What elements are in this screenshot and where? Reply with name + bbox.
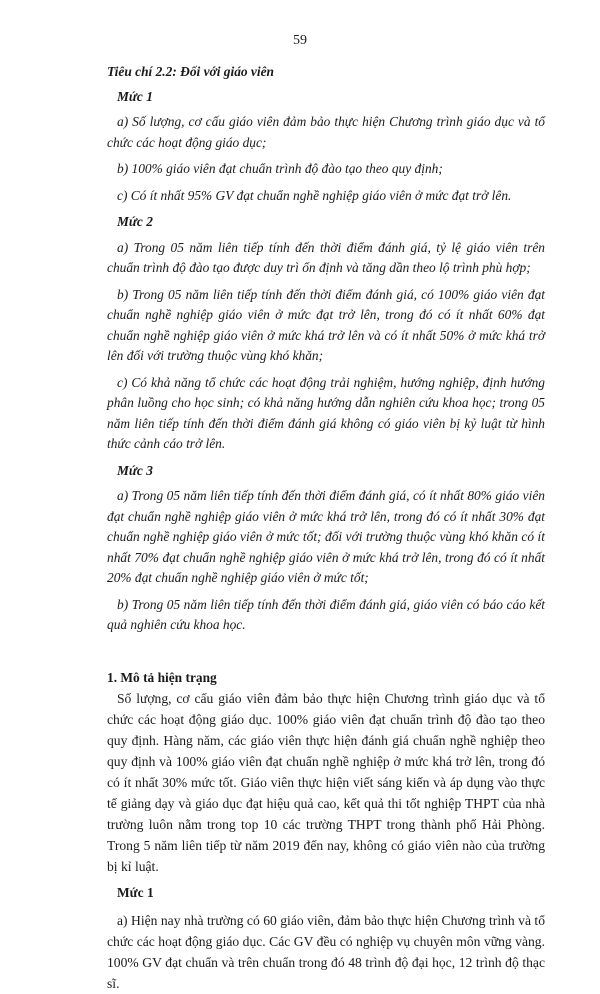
criterion-level-1-item-a: a) Số lượng, cơ cấu giáo viên đảm bảo thực hiện Chương trình giáo dục và tổ chức các hoạt động giáo dục; — [107, 114, 545, 150]
criterion-level-2-item-c: c) Có khả năng tổ chức các hoạt động trải nghiệm, hướng nghiệp, định hướng phân luồng cho học sinh; có khả năng hướng dẫn nghiên cứu khoa học; trong 05 năm liên tiếp tính đến thời điểm đánh giá không có giáo viên bị kỷ luật từ hình thức cảnh cáo trở lên. — [107, 374, 545, 451]
page-number: 59 — [293, 33, 307, 48]
criterion-level-1-item-c: c) Có ít nhất 95% GV đạt chuẩn nghề nghiệp giáo viên ở mức đạt trở lên. — [117, 187, 512, 203]
section-level-1-text: a) Hiện nay nhà trường có 60 giáo viên, đảm bảo thực hiện Chương trình và tổ chức các hoạt động giáo dục. Các GV đều có nghiệp vụ chuyên môn vững vàng. 100% GV đạt chuẩn và trên chuẩn trong đó 48 trình độ đại học, 12 trình độ thạc sĩ. — [107, 912, 545, 991]
criterion-level-3-label: Mức 3 — [117, 462, 153, 478]
section-title: 1. Mô tả hiện trạng — [107, 669, 217, 685]
section-level-1-label: Mức 1 — [117, 885, 154, 900]
criterion-level-1-label: Mức 1 — [117, 88, 153, 104]
page-content — [107, 62, 545, 994]
criterion-level-3-item-a: a) Trong 05 năm liên tiếp tính đến thời điểm đánh giá, có ít nhất 80% giáo viên đạt chuẩn nghề nghiệp giáo viên ở mức khá trở lên, trong đó có ít nhất 30% đạt chuẩn nghề nghiệp giáo viên ở mức tốt; đối với trường thuộc vùng khó khăn có ít nhất 70% đạt chuẩn nghề nghiệp giáo viên ở mức khá trở lên, trong đó có ít nhất 20% đạt chuẩn nghề nghiệp giáo viên ở mức tốt; — [107, 488, 545, 585]
criterion-level-3-item-b: b) Trong 05 năm liên tiếp tính đến thời điểm đánh giá, giáo viên có báo cáo kết quả nghiên cứu khoa học. — [107, 596, 545, 632]
criterion-level-2-item-b: b) Trong 05 năm liên tiếp tính đến thời điểm đánh giá, có 100% giáo viên đạt chuẩn nghề nghiệp giáo viên ở mức đạt trở lên, trong đó có ít nhất 60% đạt chuẩn nghề nghiệp giáo viên ở mức khá trở lên và có ít nhất 50% ở mức khá trở lên đối với trường thuộc vùng khó khăn; — [107, 286, 545, 363]
criterion-level-1-item-b: b) 100% giáo viên đạt chuẩn trình độ đào tạo theo quy định; — [117, 161, 443, 176]
criterion-level-2-label: Mức 2 — [117, 214, 153, 229]
current-status-section — [107, 668, 545, 994]
criterion-title: Tiêu chí 2.2: Đối với giáo viên — [107, 64, 274, 79]
section-description: Số lượng, cơ cấu giáo viên đảm bảo thực hiện Chương trình giáo dục và tổ chức các hoạt động giáo dục. 100% giáo viên đạt chuẩn trình độ đào tạo theo quy định. Hàng năm, các giáo viên thực hiện đánh giá chuẩn nghề nghiệp theo quy định và 100% giáo viên đạt chuẩn nghề nghiệp ở mức khá trở lên, trong đó có ít nhất 30% mức tốt. Giáo viên thực hiện viết sáng kiến và áp dụng vào thực tế giảng dạy và giáo dục đạt hiệu quả cao, kết quả thi tốt nghiệp THPT của nhà trường luôn nằm trong top 10 các trường THPT trong thành phố Hải Phòng. Trong 5 năm liên tiếp từ năm 2019 đến nay, không có giáo viên nào của trường bị kỉ luật. — [107, 691, 545, 874]
criterion-level-2-item-a: a) Trong 05 năm liên tiếp tính đến thời điểm đánh giá, tỷ lệ giáo viên trên chuẩn trình độ đào tạo được duy trì ổn định và tăng dần theo lộ trình phù hợp; — [107, 239, 545, 275]
